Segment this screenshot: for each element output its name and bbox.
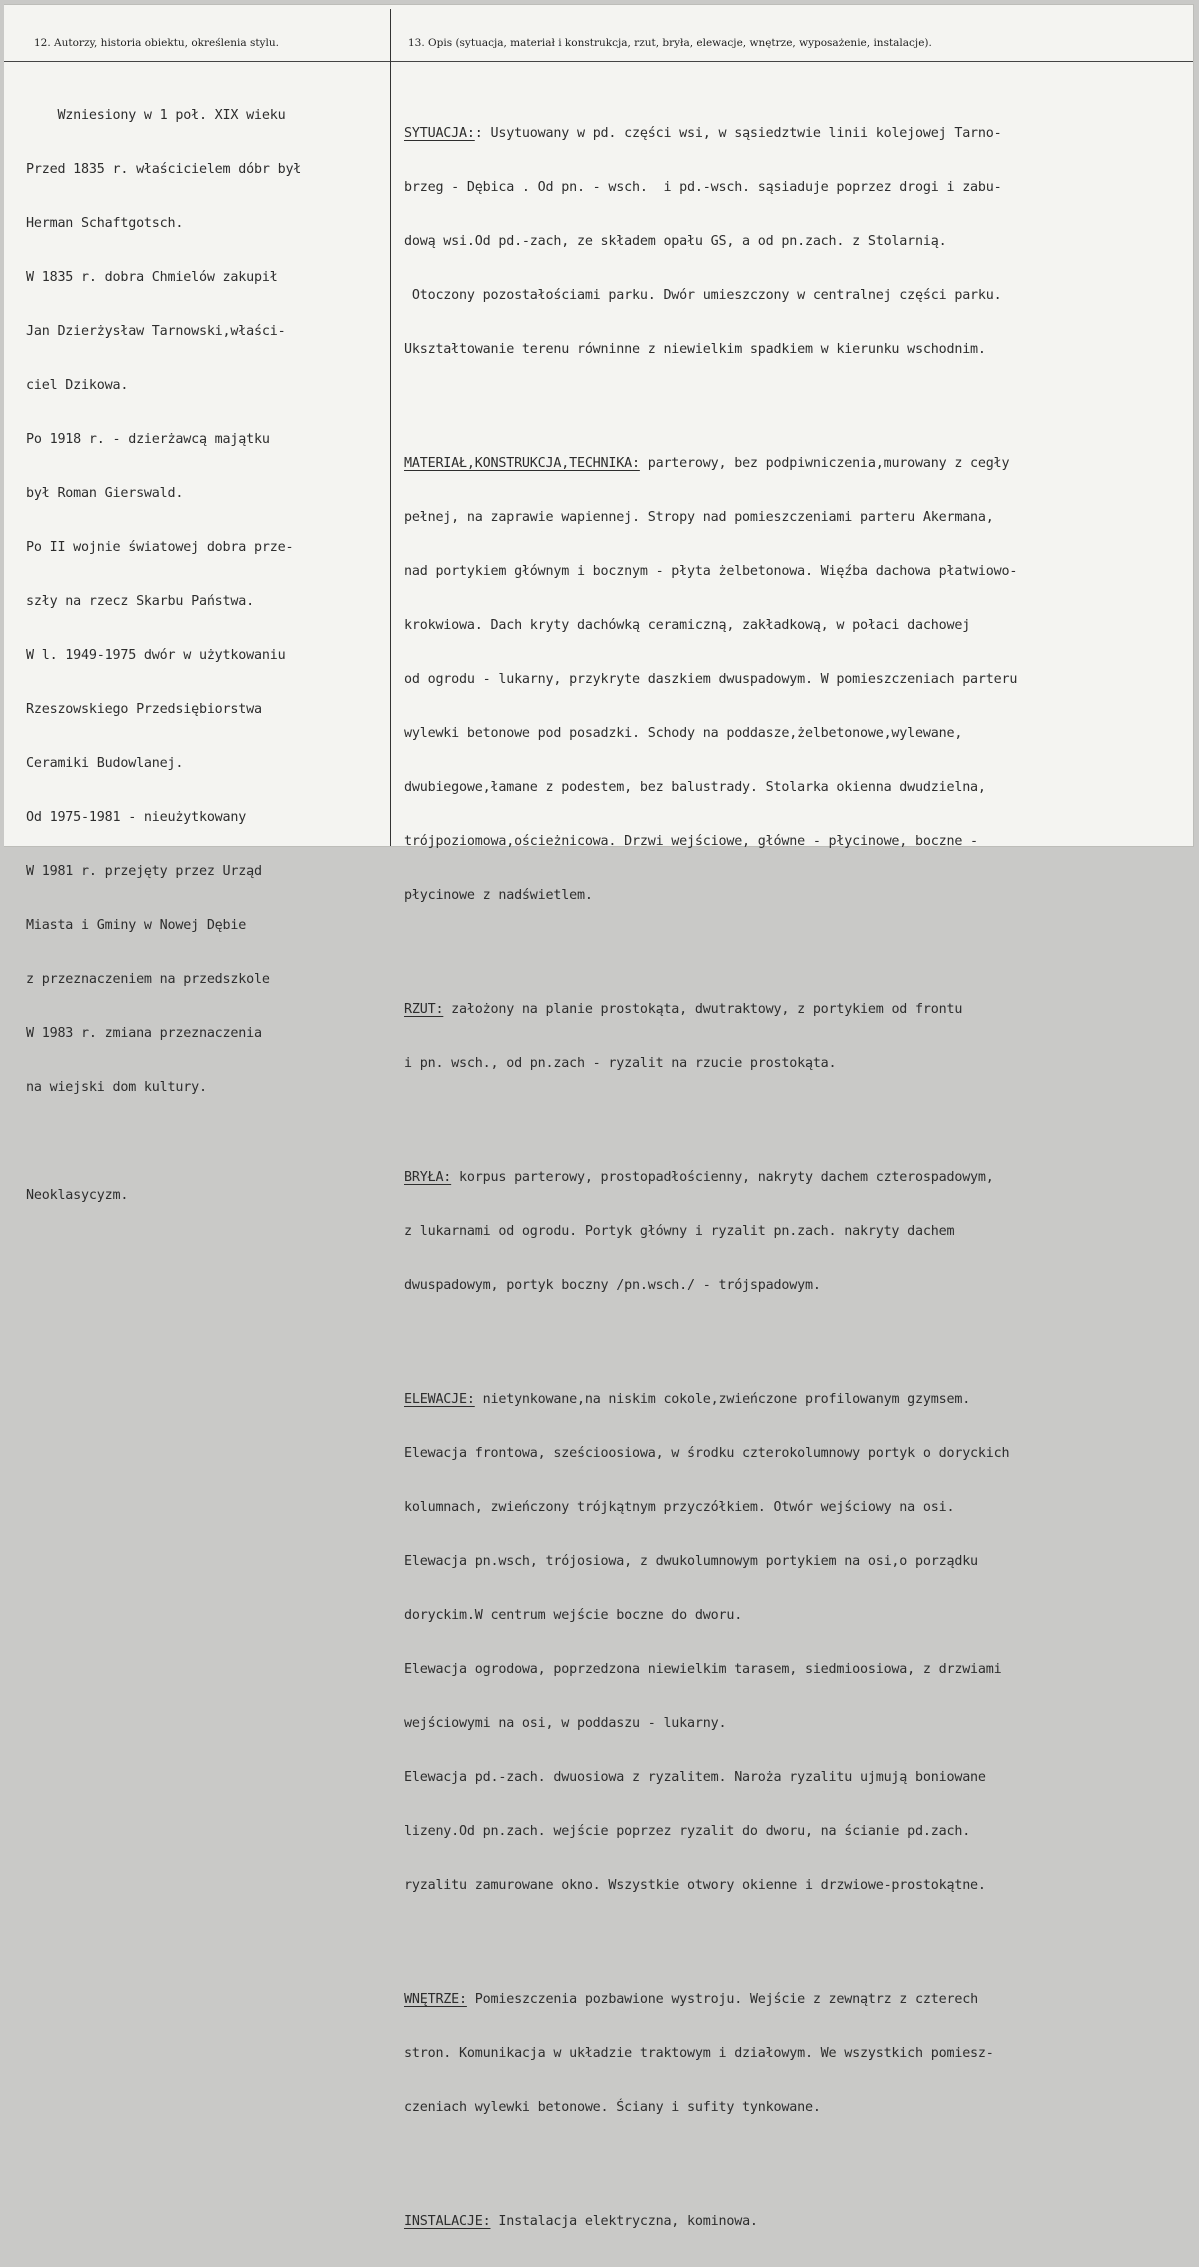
section-text: parterowy, bez podpiwniczenia,murowany z cegły (639, 456, 1010, 471)
description-column (404, 71, 1194, 2267)
history-line: Wzniesiony w 1 poł. XIX wieku (26, 108, 286, 123)
section-text: Instalacja elektryczna, kominowa. (490, 2214, 758, 2229)
section-text: : Usytuowany w pd. części wsi, w sąsiedztwie linii kolejowej Tarno- (474, 126, 1002, 141)
section-line: ryzalitu zamurowane okno. Wszystkie otwory okienne i drzwiowe-prostokątne. (404, 1878, 986, 1893)
section-line: brzeg - Dębica . Od pn. - wsch. i pd.-wsch. sąsiaduje poprzez drogi i zabu- (404, 180, 1002, 195)
history-line: W l. 1949-1975 dwór w użytkowaniu (26, 648, 286, 663)
section-line: trójpoziomowa,ościeżnicowa. Drzwi wejściowe, główne - płycinowe, boczne - (404, 834, 978, 849)
section-line: pełnej, na zaprawie wapiennej. Stropy nad pomieszczeniami parteru Akermana, (404, 510, 994, 525)
section-line: Otoczony pozostałościami parku. Dwór umieszczony w centralnej części parku. (404, 288, 1002, 303)
section-line: dową wsi.Od pd.-zach, ze składem opału GS, a od pn.zach. z Stolarnią. (404, 234, 947, 249)
history-line: z przeznaczeniem na przedszkole (26, 972, 270, 987)
style-value: Neoklasycyzm. (26, 1188, 129, 1203)
section-line: lizeny.Od pn.zach. wejście poprzez ryzalit do dworu, na ścianie pd.zach. (404, 1824, 971, 1839)
history-line: Od 1975-1981 - nieużytkowany (26, 810, 247, 825)
history-line: Po 1918 r. - dzierżawcą majątku (26, 432, 270, 447)
history-heading: 12. Autorzy, historia obiektu, określenia stylu. (34, 37, 279, 49)
history-line: szły na rzecz Skarbu Państwa. (26, 594, 254, 609)
section-line: czeniach wylewki betonowe. Ściany i sufity tynkowane. (404, 2100, 821, 2115)
section-line: Elewacja pd.-zach. dwuosiowa z ryzalitem. Naroża ryzalitu ujmują boniowane (404, 1770, 986, 1785)
section-label: RZUT: (404, 1002, 444, 1017)
section-line: Ukształtowanie terenu równinne z niewielkim spadkiem w kierunku wschodnim. (404, 342, 986, 357)
section-text: założony na planie prostokąta, dwutraktowy, z portykiem od frontu (443, 1002, 963, 1017)
section-line: stron. Komunikacja w układzie traktowym i działowym. We wszystkich pomiesz- (404, 2046, 994, 2061)
section-line: Elewacja pn.wsch, trójosiowa, z dwukolumnowym portykiem na osi,o porządku (404, 1554, 978, 1569)
section-label: WNĘTRZE: (404, 1992, 467, 2007)
history-line: Jan Dzierżysław Tarnowski,właści- (26, 324, 286, 339)
section-label: BRYŁA: (404, 1170, 452, 1185)
section-line: od ogrodu - lukarny, przykryte daszkiem dwuspadowym. W pomieszczeniach parteru (404, 672, 1018, 687)
section-line: Elewacja frontowa, sześcioosiowa, w środku czterokolumnowy portyk o doryckich (404, 1446, 1010, 1461)
section-text: korpus parterowy, prostopadłościenny, nakryty dachem czterospadowym, (451, 1170, 994, 1185)
section-line: kolumnach, zwieńczony trójkątnym przyczółkiem. Otwór wejściowy na osi. (404, 1500, 955, 1515)
history-line: Przed 1835 r. właścicielem dóbr był (26, 162, 302, 177)
section-line: dwuspadowym, portyk boczny /pn.wsch./ - trójspadowym. (404, 1278, 821, 1293)
section-interior (404, 1991, 1194, 2009)
history-line: W 1835 r. dobra Chmielów zakupił (26, 270, 278, 285)
section-line: krokwiowa. Dach kryty dachówką ceramiczną, zakładkową, w połaci dachowej (404, 618, 971, 633)
section-line: wejściowymi na osi, w poddaszu - lukarny. (404, 1716, 727, 1731)
section-label: SYTUACJA: (404, 126, 475, 141)
history-line: był Roman Gierswald. (26, 486, 184, 501)
header-divider (4, 61, 1193, 62)
record-card (4, 4, 1194, 2229)
history-line: Rzeszowskiego Przedsiębiorstwa (26, 702, 262, 717)
history-line: Ceramiki Budowlanej. (26, 756, 184, 771)
section-line: i pn. wsch., od pn.zach - ryzalit na rzucie prostokąta. (404, 1056, 837, 1071)
section-plan (404, 1001, 1194, 1019)
history-line: W 1981 r. przejęty przez Urząd (26, 864, 262, 879)
section-elevations (404, 1391, 1194, 1409)
section-label: INSTALACJE: (404, 2214, 491, 2229)
history-line: na wiejski dom kultury. (26, 1080, 207, 1095)
section-label: MATERIAŁ,KONSTRUKCJA,TECHNIKA: (404, 456, 640, 471)
history-line: Miasta i Gminy w Nowej Dębie (26, 918, 247, 933)
section-material (404, 455, 1194, 473)
section-installations (404, 2213, 1194, 2231)
section-line: Elewacja ogrodowa, poprzedzona niewielkim tarasem, siedmioosiowa, z drzwiami (404, 1662, 1002, 1677)
section-line: dwubiegowe,łamane z podestem, bez balustrady. Stolarka okienna dwudzielna, (404, 780, 986, 795)
description-heading: 13. Opis (sytuacja, materiał i konstrukcja, rzut, bryła, elewacje, wnętrze, wyposażenie, instalacje). (408, 37, 932, 49)
section-text: nietynkowane,na niskim cokole,zwieńczone profilowanym gzymsem. (474, 1392, 971, 1407)
history-line: Herman Schaftgotsch. (26, 216, 184, 231)
section-massing (404, 1169, 1194, 1187)
section-situation (404, 125, 1194, 143)
history-line: Po II wojnie światowej dobra prze- (26, 540, 294, 555)
history-line: W 1983 r. zmiana przeznaczenia (26, 1026, 262, 1041)
history-column (26, 71, 390, 1241)
history-line: ciel Dzikowa. (26, 378, 129, 393)
section-line: nad portykiem głównym i bocznym - płyta żelbetonowa. Więźba dachowa płatwiowo- (404, 564, 1018, 579)
section-line: płycinowe z nadświetlem. (404, 888, 593, 903)
section-text: Pomieszczenia pozbawione wystroju. Wejście z zewnątrz z czterech (466, 1992, 978, 2007)
section-line: z lukarnami od ogrodu. Portyk główny i ryzalit pn.zach. nakryty dachem (404, 1224, 955, 1239)
section-line: wylewki betonowe pod posadzki. Schody na poddasze,żelbetonowe,wylewane, (404, 726, 963, 741)
section-line: doryckim.W centrum wejście boczne do dworu. (404, 1608, 743, 1623)
column-divider (390, 9, 391, 846)
section-label: ELEWACJE: (404, 1392, 475, 1407)
